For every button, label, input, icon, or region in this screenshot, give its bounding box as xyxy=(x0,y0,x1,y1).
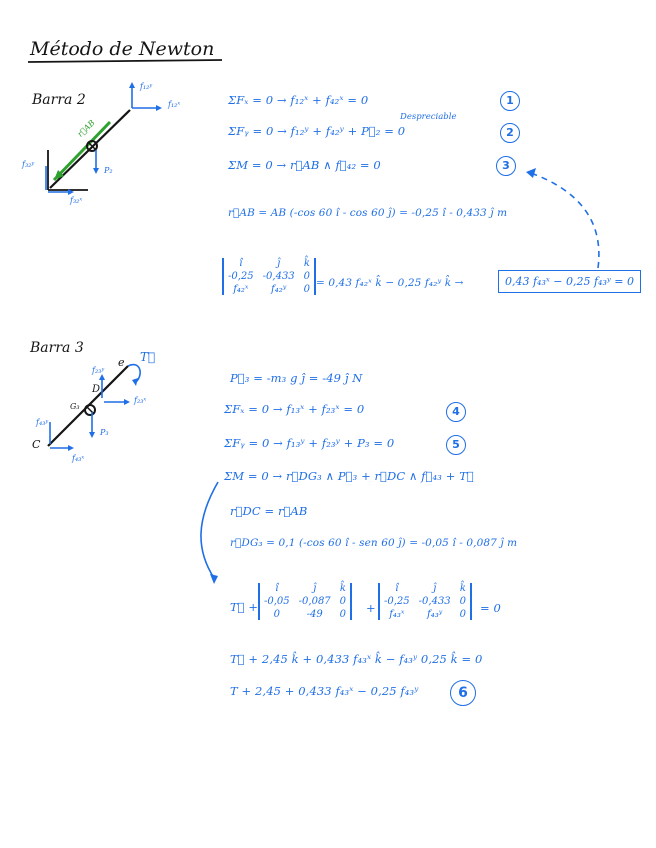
page-title: Método de Newton xyxy=(30,38,215,60)
p3-label: P₃ xyxy=(100,428,109,437)
curved-link-arrow xyxy=(201,482,218,578)
matrix-result-2: = 0,43 f₄₂ˣ k̂ − 0,25 f₄₂ʸ k̂ → xyxy=(316,277,464,289)
f43x-label: f₄₃ˣ xyxy=(72,454,85,463)
cross-product-matrix-3a: î ĵ k̂ -0,05 -0,087 0 0 -49 0 xyxy=(258,583,352,620)
despreciable-note: Despreciable xyxy=(400,112,457,122)
point-e-label: e xyxy=(118,356,125,369)
barra2-label: Barra 2 xyxy=(32,92,86,108)
f23x-label: f₂₃ˣ xyxy=(134,396,147,405)
eq-sum-fx-3: ΣFₓ = 0 → f₁₃ˣ + f₂₃ˣ = 0 xyxy=(224,402,365,416)
p3-equation: P⃗₃ = -m₃ g ĵ = -49 ĵ N xyxy=(230,371,363,385)
eq-sum-fy-3: ΣFᵧ = 0 → f₁₃ʸ + f₂₃ʸ + P₃ = 0 xyxy=(224,436,395,450)
g3-label: G₃ xyxy=(70,402,80,411)
f12y-label: f₁₂ʸ xyxy=(140,82,153,91)
cross-product-matrix-3b: î ĵ k̂ -0,25 -0,433 0 f₄₃ˣ f₄₃ʸ 0 xyxy=(378,583,472,620)
final-equation-2: T + 2,45 + 0,433 f₄₃ˣ − 0,25 f₄₃ʸ xyxy=(230,684,419,698)
eq-number-5: 5 xyxy=(446,435,466,455)
rab-label: r⃗AB xyxy=(75,118,97,139)
rdc-equation: r⃗DC = r⃗AB xyxy=(230,504,308,518)
eq-sum-fy-2: ΣFᵧ = 0 → f₁₂ʸ + f₄₂ʸ + P⃗₂ = 0 xyxy=(228,124,406,138)
matrix-plus-sign: + xyxy=(366,601,376,615)
f12x-label: f₁₂ˣ xyxy=(168,100,181,109)
f32y-label: f₃₂ʸ xyxy=(22,160,35,169)
f32x-label: f₃₂ˣ xyxy=(70,196,83,205)
rdg3-equation: r⃗DG₃ = 0,1 (-cos 60 î - sen 60 ĵ) = -0,05 î - 0,087 ĵ m xyxy=(230,537,518,549)
cross-product-matrix-2: î ĵ k̂ -0,25 -0,433 0 f₄₂ˣ f₄₂ʸ 0 xyxy=(222,258,316,295)
t-vector-label: T⃗ xyxy=(140,350,156,364)
p2-label: P₂ xyxy=(104,166,113,175)
eq-sum-fx-2: ΣFₓ = 0 → f₁₂ˣ + f₄₂ˣ = 0 xyxy=(228,93,369,107)
point-c-label: C xyxy=(32,438,41,451)
rab-equation: r⃗AB = AB (-cos 60 î - cos 60 ĵ) = -0,25 î - 0,433 ĵ m xyxy=(228,207,508,219)
eq-sum-m-3: ΣM = 0 → r⃗DG₃ ∧ P⃗₃ + r⃗DC ∧ f⃗₄₃ + T⃗ xyxy=(224,469,474,483)
barra3-label: Barra 3 xyxy=(30,340,84,356)
point-d-label: D xyxy=(92,384,101,395)
matrix-equals-zero: = 0 xyxy=(480,601,501,615)
f23y-label: f₂₃ʸ xyxy=(92,366,105,375)
eq-sum-m-2: ΣM = 0 → r⃗AB ∧ f⃗₄₂ = 0 xyxy=(228,158,381,172)
eq-number-2: 2 xyxy=(500,123,520,143)
eq-number-4: 4 xyxy=(446,402,466,422)
boxed-result: 0,43 f₄₃ˣ − 0,25 f₄₃ʸ = 0 xyxy=(498,270,641,293)
f43y-label: f₄₃ʸ xyxy=(36,418,49,427)
final-equation-1: T⃗ + 2,45 k̂ + 0,433 f₄₃ˣ k̂ − f₄₃ʸ 0,25 k̂ = 0 xyxy=(230,652,483,666)
eq-number-1: 1 xyxy=(500,91,520,111)
eq-number-3: 3 xyxy=(496,156,516,176)
t-plus-label: T⃗ + xyxy=(230,600,259,614)
eq-number-6: 6 xyxy=(450,680,476,706)
